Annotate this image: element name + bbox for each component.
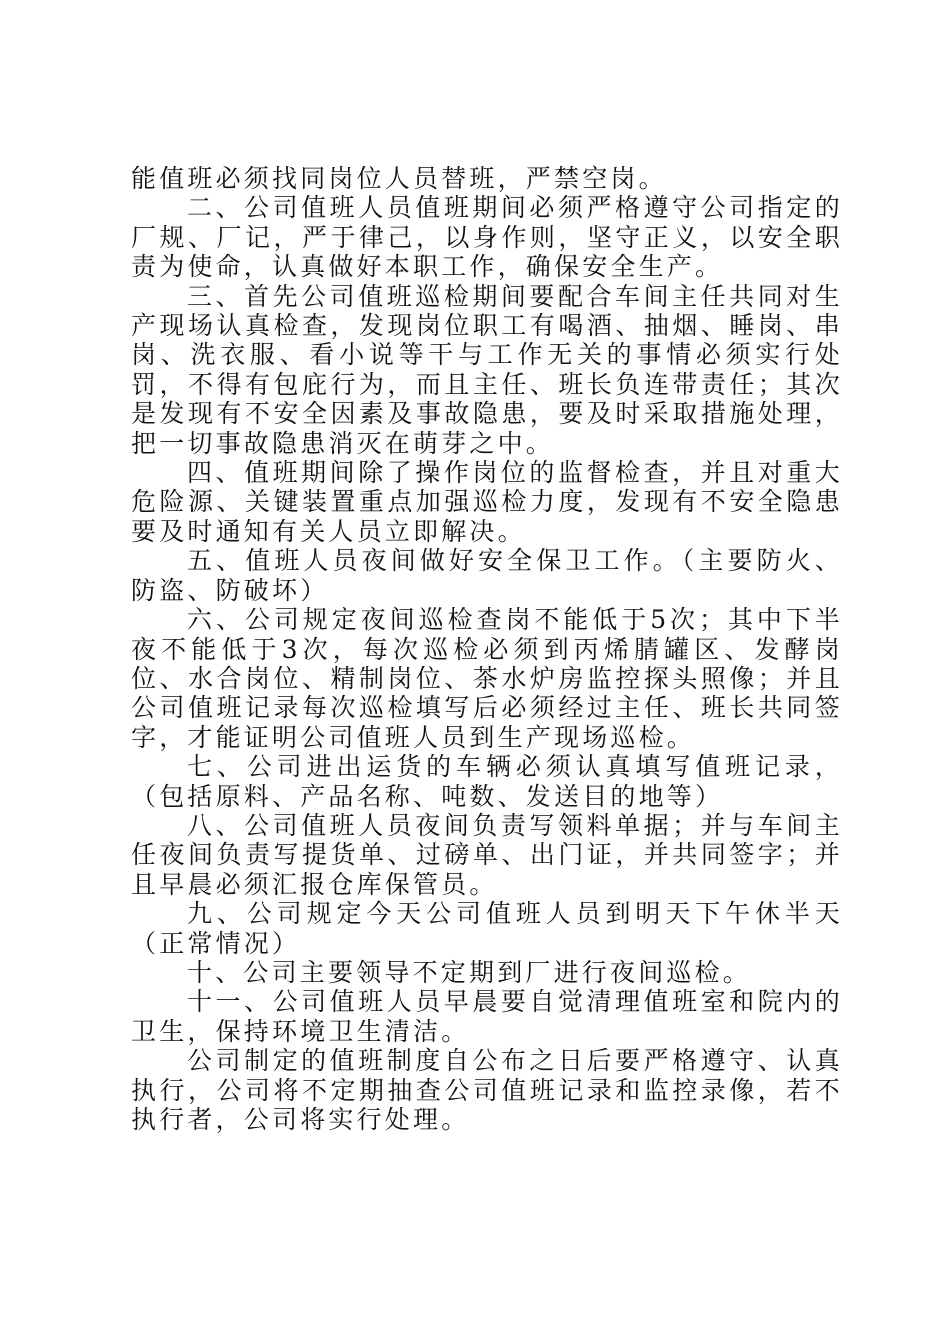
paragraph-rule-8: 八、公司值班人员夜间负责写领料单据；并与车间主任夜间负责写提货单、过磅单、出门证，并共同签字；并且早晨必须汇报仓库保管员。: [131, 810, 843, 899]
paragraph-rule-5: 五、值班人员夜间做好安全保卫工作。（主要防火、防盗、防破坏）: [131, 546, 843, 605]
paragraph-rule-11: 十一、公司值班人员早晨要自觉清理值班室和院内的卫生，保持环境卫生清洁。: [131, 987, 843, 1046]
paragraph-rule-3: 三、首先公司值班巡检期间要配合车间主任共同对生产现场认真检查，发现岗位职工有喝酒、抽烟、睡岗、串岗、洗衣服、看小说等干与工作无关的事情必须实行处罚，不得有包庇行为，而且主任、班长负连带责任；其次是发现有不安全因素及事故隐患，要及时采取措施处理，把一切事故隐患消灭在萌芽之中。: [131, 281, 843, 458]
paragraph-rule-7: 七、公司进出运货的车辆必须认真填写值班记录，（包括原料、产品名称、吨数、发送目的地等）: [131, 752, 843, 811]
paragraph-rule-6: 六、公司规定夜间巡检查岗不能低于5次；其中下半夜不能低于3次，每次巡检必须到丙烯腈罐区、发酵岗位、水合岗位、精制岗位、茶水炉房监控探头照像；并且公司值班记录每次巡检填写后必须经过主任、班长共同签字，才能证明公司值班人员到生产现场巡检。: [131, 605, 843, 752]
paragraph-rule-9: 九、公司规定今天公司值班人员到明天下午休半天（正常情况）: [131, 899, 843, 958]
paragraph-rule-4: 四、值班期间除了操作岗位的监督检查，并且对重大危险源、关键装置重点加强巡检力度，发现有不安全隐患要及时通知有关人员立即解决。: [131, 458, 843, 546]
document-body: [131, 164, 843, 1134]
paragraph-rule-2: 二、公司值班人员值班期间必须严格遵守公司指定的厂规、厂记，严于律己，以身作则，坚守正义，以安全职责为使命，认真做好本职工作，确保安全生产。: [131, 193, 843, 282]
paragraph-rule-10: 十、公司主要领导不定期到厂进行夜间巡检。: [187, 957, 752, 987]
paragraph-continuation: 能值班必须找同岗位人员替班，严禁空岗。: [131, 164, 667, 193]
paragraph-closing: 公司制定的值班制度自公布之日后要严格遵守、认真执行，公司将不定期抽查公司值班记录和监控录像，若不执行者，公司将实行处理。: [131, 1046, 843, 1134]
